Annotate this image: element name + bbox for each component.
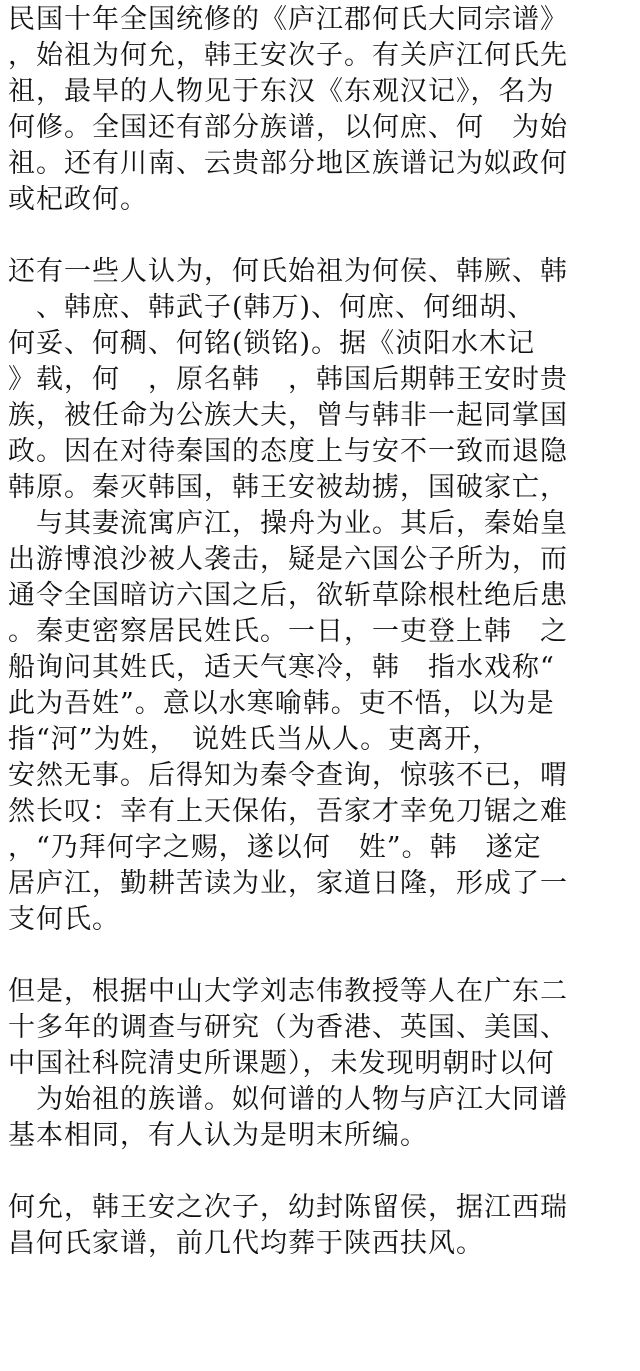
- text-line: 民国十年全国统修的《庐江郡何氏大同宗谱》: [8, 4, 568, 35]
- text-line: ，始祖为何允，韩王安次子。有关庐江何氏先: [8, 40, 568, 71]
- text-line: 或杞政何。: [8, 184, 148, 215]
- text-line: ，“乃拜何字之赐，遂以何 姓”。韩 遂定: [8, 832, 542, 863]
- paragraph-3: [8, 974, 634, 1154]
- text-line: 昌何氏家谱，前几代均葬于陕西扶风。: [8, 1228, 484, 1259]
- article-body: [8, 2, 634, 1262]
- text-line: 居庐江，勤耕苦读为业，家道日隆，形成了一: [8, 868, 568, 899]
- paragraph-gap: [8, 1154, 634, 1190]
- paragraph-2: [8, 254, 634, 938]
- text-line: 基本相同，有人认为是明末所编。: [8, 1120, 428, 1151]
- text-line: 祖。还有川南、云贵部分地区族谱记为姒政何: [8, 148, 568, 179]
- text-line: 指“河”为姓， 说姓氏当从人。吏离开，: [8, 724, 501, 755]
- text-line: 。秦吏密察居民姓氏。一日，一吏登上韩 之: [8, 616, 568, 647]
- paragraph-4: [8, 1190, 634, 1262]
- text-line: 安然无事。后得知为秦令查询，惊骇不已，喟: [8, 760, 568, 791]
- text-line: 》载，何 ，原名韩 ，韩国后期韩王安时贵: [8, 364, 568, 395]
- text-line: 出游博浪沙被人袭击，疑是六国公子所为，而: [8, 544, 568, 575]
- paragraph-1: [8, 2, 634, 218]
- text-line: 韩原。秦灭韩国，韩王安被劫掳，国破家亡，: [8, 472, 568, 503]
- paragraph-gap: [8, 218, 634, 254]
- text-line: 还有一些人认为，何氏始祖为何侯、韩厥、韩: [8, 256, 568, 287]
- text-line: 通令全国暗访六国之后，欲斩草除根杜绝后患: [8, 580, 568, 611]
- text-line: 为始祖的族谱。姒何谱的人物与庐江大同谱: [8, 1084, 568, 1115]
- text-line: 十多年的调查与研究（为香港、英国、美国、: [8, 1012, 568, 1043]
- text-line: 何修。全国还有部分族谱，以何庶、何 为始: [8, 112, 568, 143]
- text-line: 此为吾姓”。意以水寒喻韩。吏不悟，以为是: [8, 688, 555, 719]
- text-line: 何允，韩王安之次子，幼封陈留侯，据江西瑞: [8, 1192, 568, 1223]
- paragraph-gap: [8, 938, 634, 974]
- text-line: 中国社科院清史所课题），未发现明朝时以何: [8, 1048, 555, 1079]
- text-line: 然长叹：幸有上天保佑，吾家才幸免刀锯之难: [8, 796, 568, 827]
- text-line: 何妥、何稠、何铭(锁铭)。据《浈阳水木记: [8, 328, 536, 359]
- text-line: 祖，最早的人物见于东汉《东观汉记》，名为: [8, 76, 555, 107]
- text-line: 但是，根据中山大学刘志伟教授等人在广东二: [8, 976, 568, 1007]
- text-line: 政。因在对待秦国的态度上与安不一致而退隐: [8, 436, 568, 467]
- text-line: 支何氏。: [8, 904, 120, 935]
- text-line: 与其妻流寓庐江，操舟为业。其后，秦始皇: [8, 508, 568, 539]
- text-line: 船询问其姓氏，适天气寒冷，韩 指水戏称“: [8, 652, 555, 683]
- text-line: 、韩庶、韩武子(韩万)、何庶、何细胡、: [8, 292, 536, 323]
- text-line: 族，被任命为公族大夫，曾与韩非一起同掌国: [8, 400, 568, 431]
